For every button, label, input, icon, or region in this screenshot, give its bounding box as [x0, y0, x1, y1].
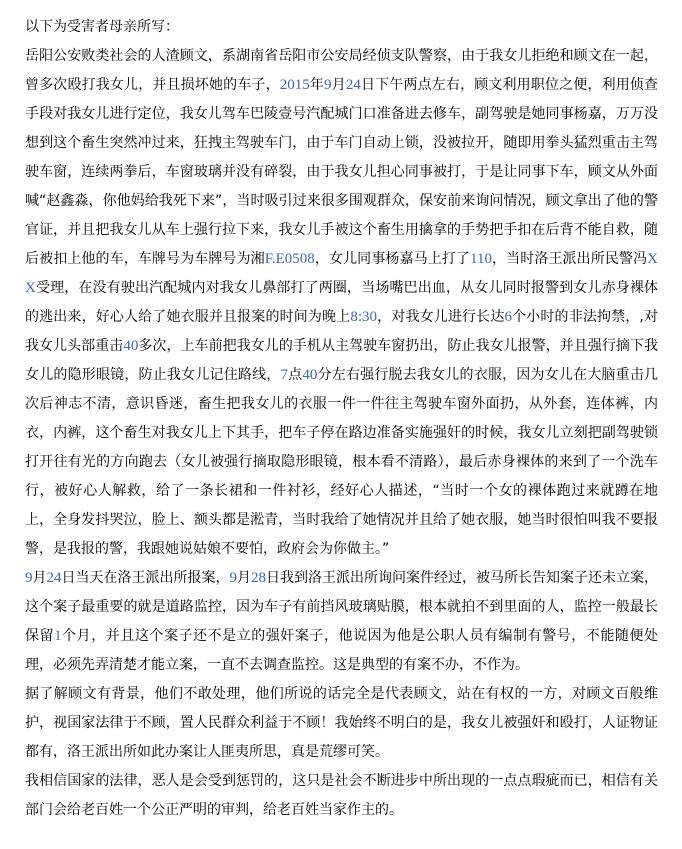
cn-text: 月 — [331, 77, 346, 93]
paragraph — [25, 767, 658, 825]
cn-text: 日下午两点左右，顾文利用职位之便，利用侦查手段对我女儿进行定位，我女儿驾车巴陵壹号汽配城门口准备进去修车，副驾驶是她同事杨嘉，万万没想到这个畜生突然冲过来，狂拽主驾驶车门，由于车门自动上锁，没被拉开，随即用拳头猛烈重击主驾驶车窗，连续两拳后，车窗玻璃并没有碎裂，由于我女儿担心同事被打，于是让同事下车，顾文从外面喊“赵鑫淼，你他妈给我死下来”，当时吸引过来很多围观群众，保安前来询问情况，顾文拿出了他的警官证，并且把我女儿从车上强行拉下来，我女儿手被这个畜生用擒拿的手势把手扣在后背不能自救，随后被扣上他的车，车牌号为车牌号为湘 — [25, 77, 659, 267]
cn-text: ，当时洛王派出所民警冯 — [491, 251, 648, 267]
document-paragraphs — [25, 42, 658, 825]
latin-text: 6 — [504, 309, 512, 325]
latin-text: 7 — [280, 367, 288, 383]
cn-text: 月 — [237, 570, 251, 586]
latin-text: 9 — [229, 570, 237, 586]
cn-text: 受理，在没有驶出汽配城内对我女儿鼻部打了两圈，当场嘴巴出血，从女儿同时报警到女儿赤身裸体的逃出来，好心人给了她衣服并且报案的时间为晚上 — [25, 280, 658, 325]
cn-text: 点 — [287, 367, 303, 383]
latin-text: 2015 — [279, 77, 310, 93]
cn-text: 分左右强行脱去我女儿的衣服，因为女儿在大脑重击几次后神志不清，意识昏迷，畜生把我女儿的衣服一件一件往主驾驶车窗外面扔，从外套，连体裤，内衣，内裤，这个畜生对我女儿上下其手，把车子停在路边准备实施强奸的时候，我女儿立刻把副驾驶锁打开往有光的方向跑去（女儿被强行摘取隐形眼镜，根本看不清路），最后赤身裸体的来到了一个洗车行，被好心人解救，给了一条长裙和一件衬衫，经好心人描述，“当时一个女的裸体跑过来就蹲在地上，全身发抖哭泣，脸上、额头都是淞青，当时我给了她情况并且给了她衣服，她当时很怕叫我不要报警，是我报的警，我跟她说姑娘不要怕，政府会为你做主。” — [25, 367, 659, 557]
paragraph — [25, 42, 658, 564]
cn-text: 我相信国家的法律，恶人是会受到惩罚的，这只是社会不断进步中所出现的一点点瑕疵而已，相信有关部门会给老百姓一个公正严明的审判，给老百姓当家作主的。 — [25, 773, 658, 818]
cn-text: 日当天在洛王派出所报案， — [61, 570, 230, 586]
cn-text: 个小时的非法拘禁，,对我女儿头部重击 — [25, 309, 659, 354]
latin-text: 9 — [25, 570, 33, 586]
latin-text: 8:30 — [350, 309, 378, 325]
cn-text: ，对我女儿进行长达 — [377, 309, 505, 325]
latin-text: 40 — [123, 338, 139, 354]
cn-text: 据了解顾文有背景，他们不敢处理，他们所说的话完全是代表顾文，站在有权的一方，对顾文百般维护，视国家法律于不顾，置人民群众利益于不顾！我始终不明白的是，我女儿被强奸和殴打，人证物证都有，洛王派出所如此办案让人匪夷所思，真是荒缪可笑。 — [25, 686, 658, 760]
latin-text: F.E0508 — [264, 251, 315, 267]
paragraph — [25, 680, 658, 767]
latin-text: 9 — [324, 77, 332, 93]
latin-text: 1 — [54, 628, 62, 644]
cn-text: 个月，并且这个案子还不是立的强奸案子，他说因为他是公职人员有编制有警号，不能随便处理，必须先弄清楚才能立案，一直不去调查监控。这是典型的有案不办，不作为。 — [25, 628, 658, 673]
cn-text: 岳阳公安败类社会的人渣顾文，系湖南省岳阳市公安局经侦支队警察，由于我女儿拒绝和顾文在一起，曾多次殴打我女儿，并且损坏她的车子， — [25, 48, 658, 93]
latin-text: 110 — [470, 251, 492, 267]
paragraph — [25, 564, 658, 680]
cn-text: 多次，上车前把我女儿的手机从主驾驶车窗扔出，防止我女儿报警，并且强行摘下我女儿的隐形眼镜，防止我女儿记住路线， — [25, 338, 659, 383]
latin-text: 24 — [46, 570, 62, 586]
cn-text: 月 — [32, 570, 47, 586]
cn-text: 年 — [309, 77, 325, 93]
intro-line: 以下为受害者母亲所写： — [25, 19, 179, 35]
latin-text: 28 — [251, 570, 266, 586]
cn-text: ，女儿同事杨嘉马上打了 — [314, 251, 470, 267]
latin-text: XX — [25, 251, 659, 296]
cn-text: 日我到洛王派出所询问案件经过，被马所长告知案子还未立案，这个案子最重要的就是道路监控，因为车子有前挡风玻璃贴膜，根本就拍不到里面的人，监控一般最长保留 — [25, 570, 658, 644]
latin-text: 24 — [345, 77, 361, 93]
latin-text: 40 — [302, 367, 318, 383]
